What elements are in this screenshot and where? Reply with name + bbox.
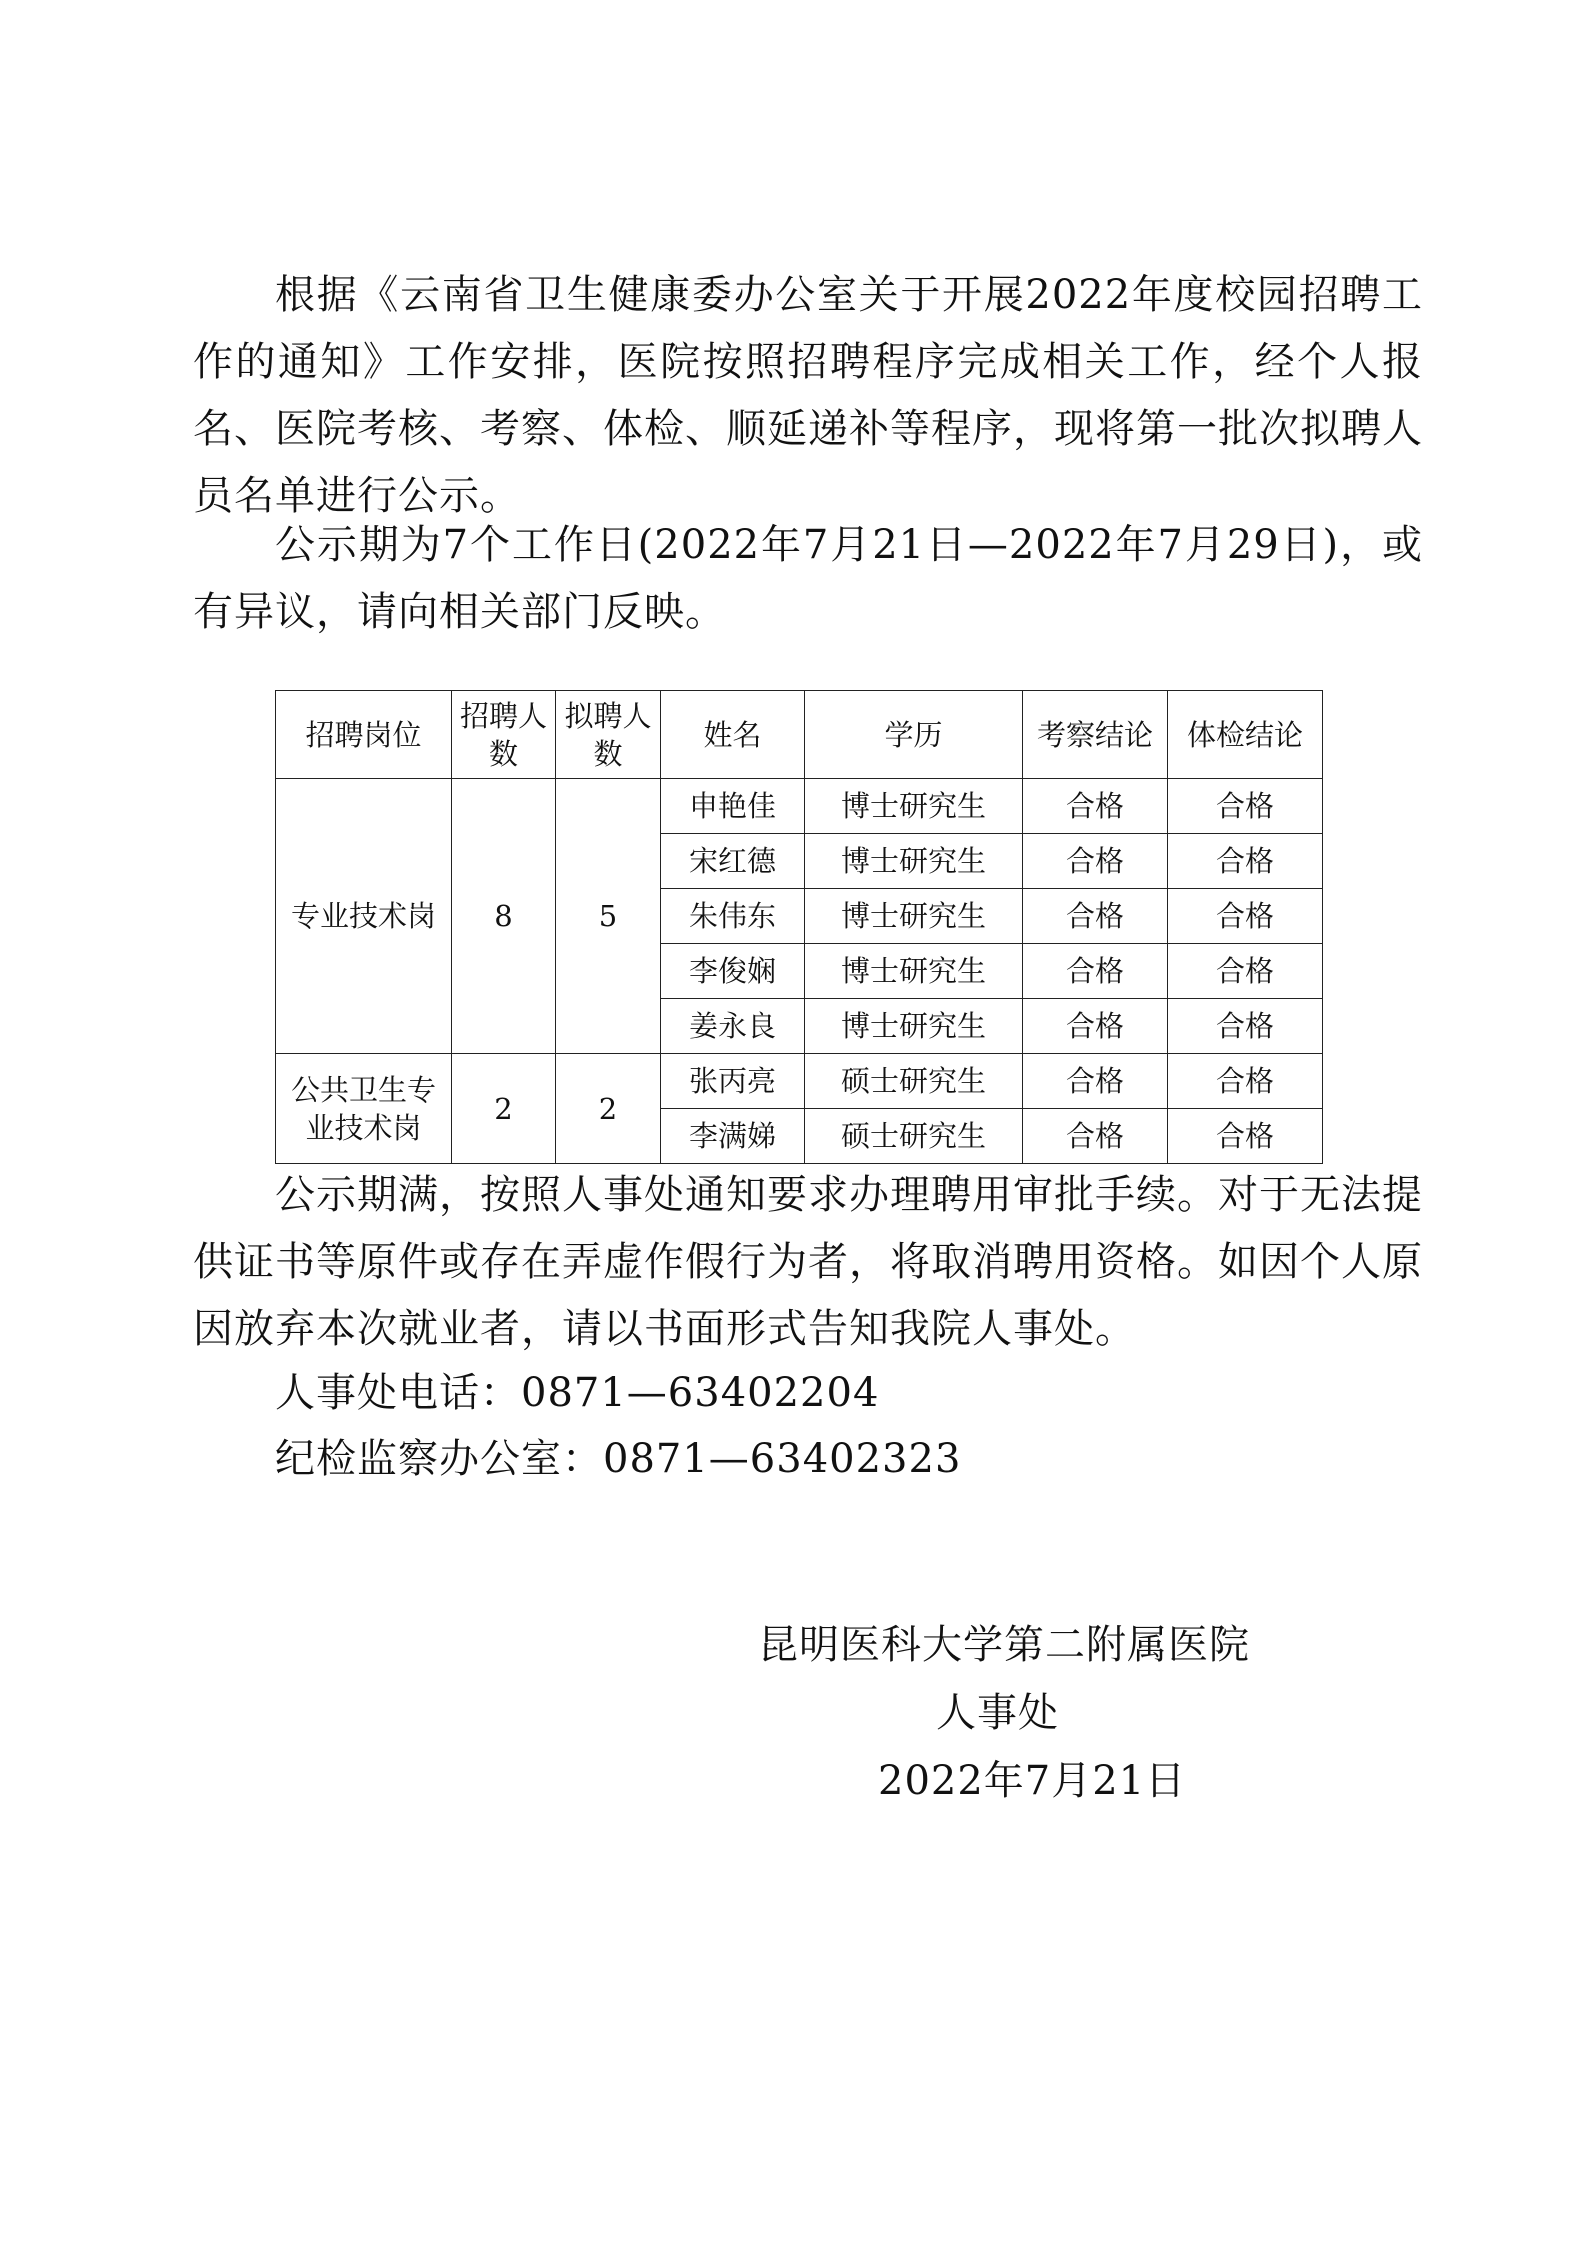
signature-date: 2022年7月21日 [878,1758,1187,1804]
cell-inspection: 合格 [1023,999,1168,1054]
header-position: 招聘岗位 [276,691,452,779]
header-education: 学历 [805,691,1023,779]
hr-phone: 人事处电话：0871—63402204 [275,1370,880,1416]
header-name: 姓名 [661,691,805,779]
header-inspection: 考察结论 [1023,691,1168,779]
cell-name: 朱伟东 [661,889,805,944]
notice-paragraph-period: 公示期为7个工作日(2022年7月21日—2022年7月29日)，或有异议，请向相关部门反映。 [193,522,1423,635]
group-planned-count: 5 [556,779,661,1054]
cell-physical: 合格 [1168,779,1323,834]
cell-inspection: 合格 [1023,1109,1168,1164]
cell-physical: 合格 [1168,834,1323,889]
header-recruit-count: 招聘人数 [452,691,556,779]
cell-education: 博士研究生 [805,999,1023,1054]
cell-physical: 合格 [1168,1109,1323,1164]
header-planned-count: 拟聘人数 [556,691,661,779]
table-header-row [276,691,1323,779]
cell-education: 硕士研究生 [805,1054,1023,1109]
cell-name: 宋红德 [661,834,805,889]
cell-name: 姜永良 [661,999,805,1054]
cell-education: 博士研究生 [805,779,1023,834]
cell-name: 申艳佳 [661,779,805,834]
discipline-phone: 纪检监察办公室：0871—63402323 [275,1436,962,1482]
cell-education: 博士研究生 [805,889,1023,944]
cell-inspection: 合格 [1023,889,1168,944]
signature-department: 人事处 [936,1690,1059,1736]
cell-education: 博士研究生 [805,944,1023,999]
cell-name: 李满娣 [661,1109,805,1164]
cell-inspection: 合格 [1023,944,1168,999]
group-planned-count: 2 [556,1054,661,1164]
cell-physical: 合格 [1168,999,1323,1054]
group-position: 公共卫生专业技术岗 [276,1054,452,1164]
cell-education: 硕士研究生 [805,1109,1023,1164]
cell-physical: 合格 [1168,1054,1323,1109]
group-recruit-count: 2 [452,1054,556,1164]
candidate-table [275,690,1323,1164]
cell-inspection: 合格 [1023,834,1168,889]
group-recruit-count: 8 [452,779,556,1054]
header-physical: 体检结论 [1168,691,1323,779]
notice-paragraph-intro: 根据《云南省卫生健康委办公室关于开展2022年度校园招聘工作的通知》工作安排，医院按照招聘程序完成相关工作，经个人报名、医院考核、考察、体检、顺延递补等程序，现将第一批次拟聘人员名单进行公示。 [193,272,1423,519]
cell-inspection: 合格 [1023,779,1168,834]
cell-physical: 合格 [1168,944,1323,999]
cell-name: 张丙亮 [661,1054,805,1109]
cell-physical: 合格 [1168,889,1323,944]
notice-paragraph-after: 公示期满，按照人事处通知要求办理聘用审批手续。对于无法提供证书等原件或存在弄虚作假行为者，将取消聘用资格。如因个人原因放弃本次就业者，请以书面形式告知我院人事处。 [193,1172,1423,1352]
cell-education: 博士研究生 [805,834,1023,889]
table-row [276,779,1323,834]
signature-organization: 昆明医科大学第二附属医院 [758,1622,1250,1668]
cell-inspection: 合格 [1023,1054,1168,1109]
cell-name: 李俊娴 [661,944,805,999]
table-row [276,1054,1323,1109]
group-position: 专业技术岗 [276,779,452,1054]
